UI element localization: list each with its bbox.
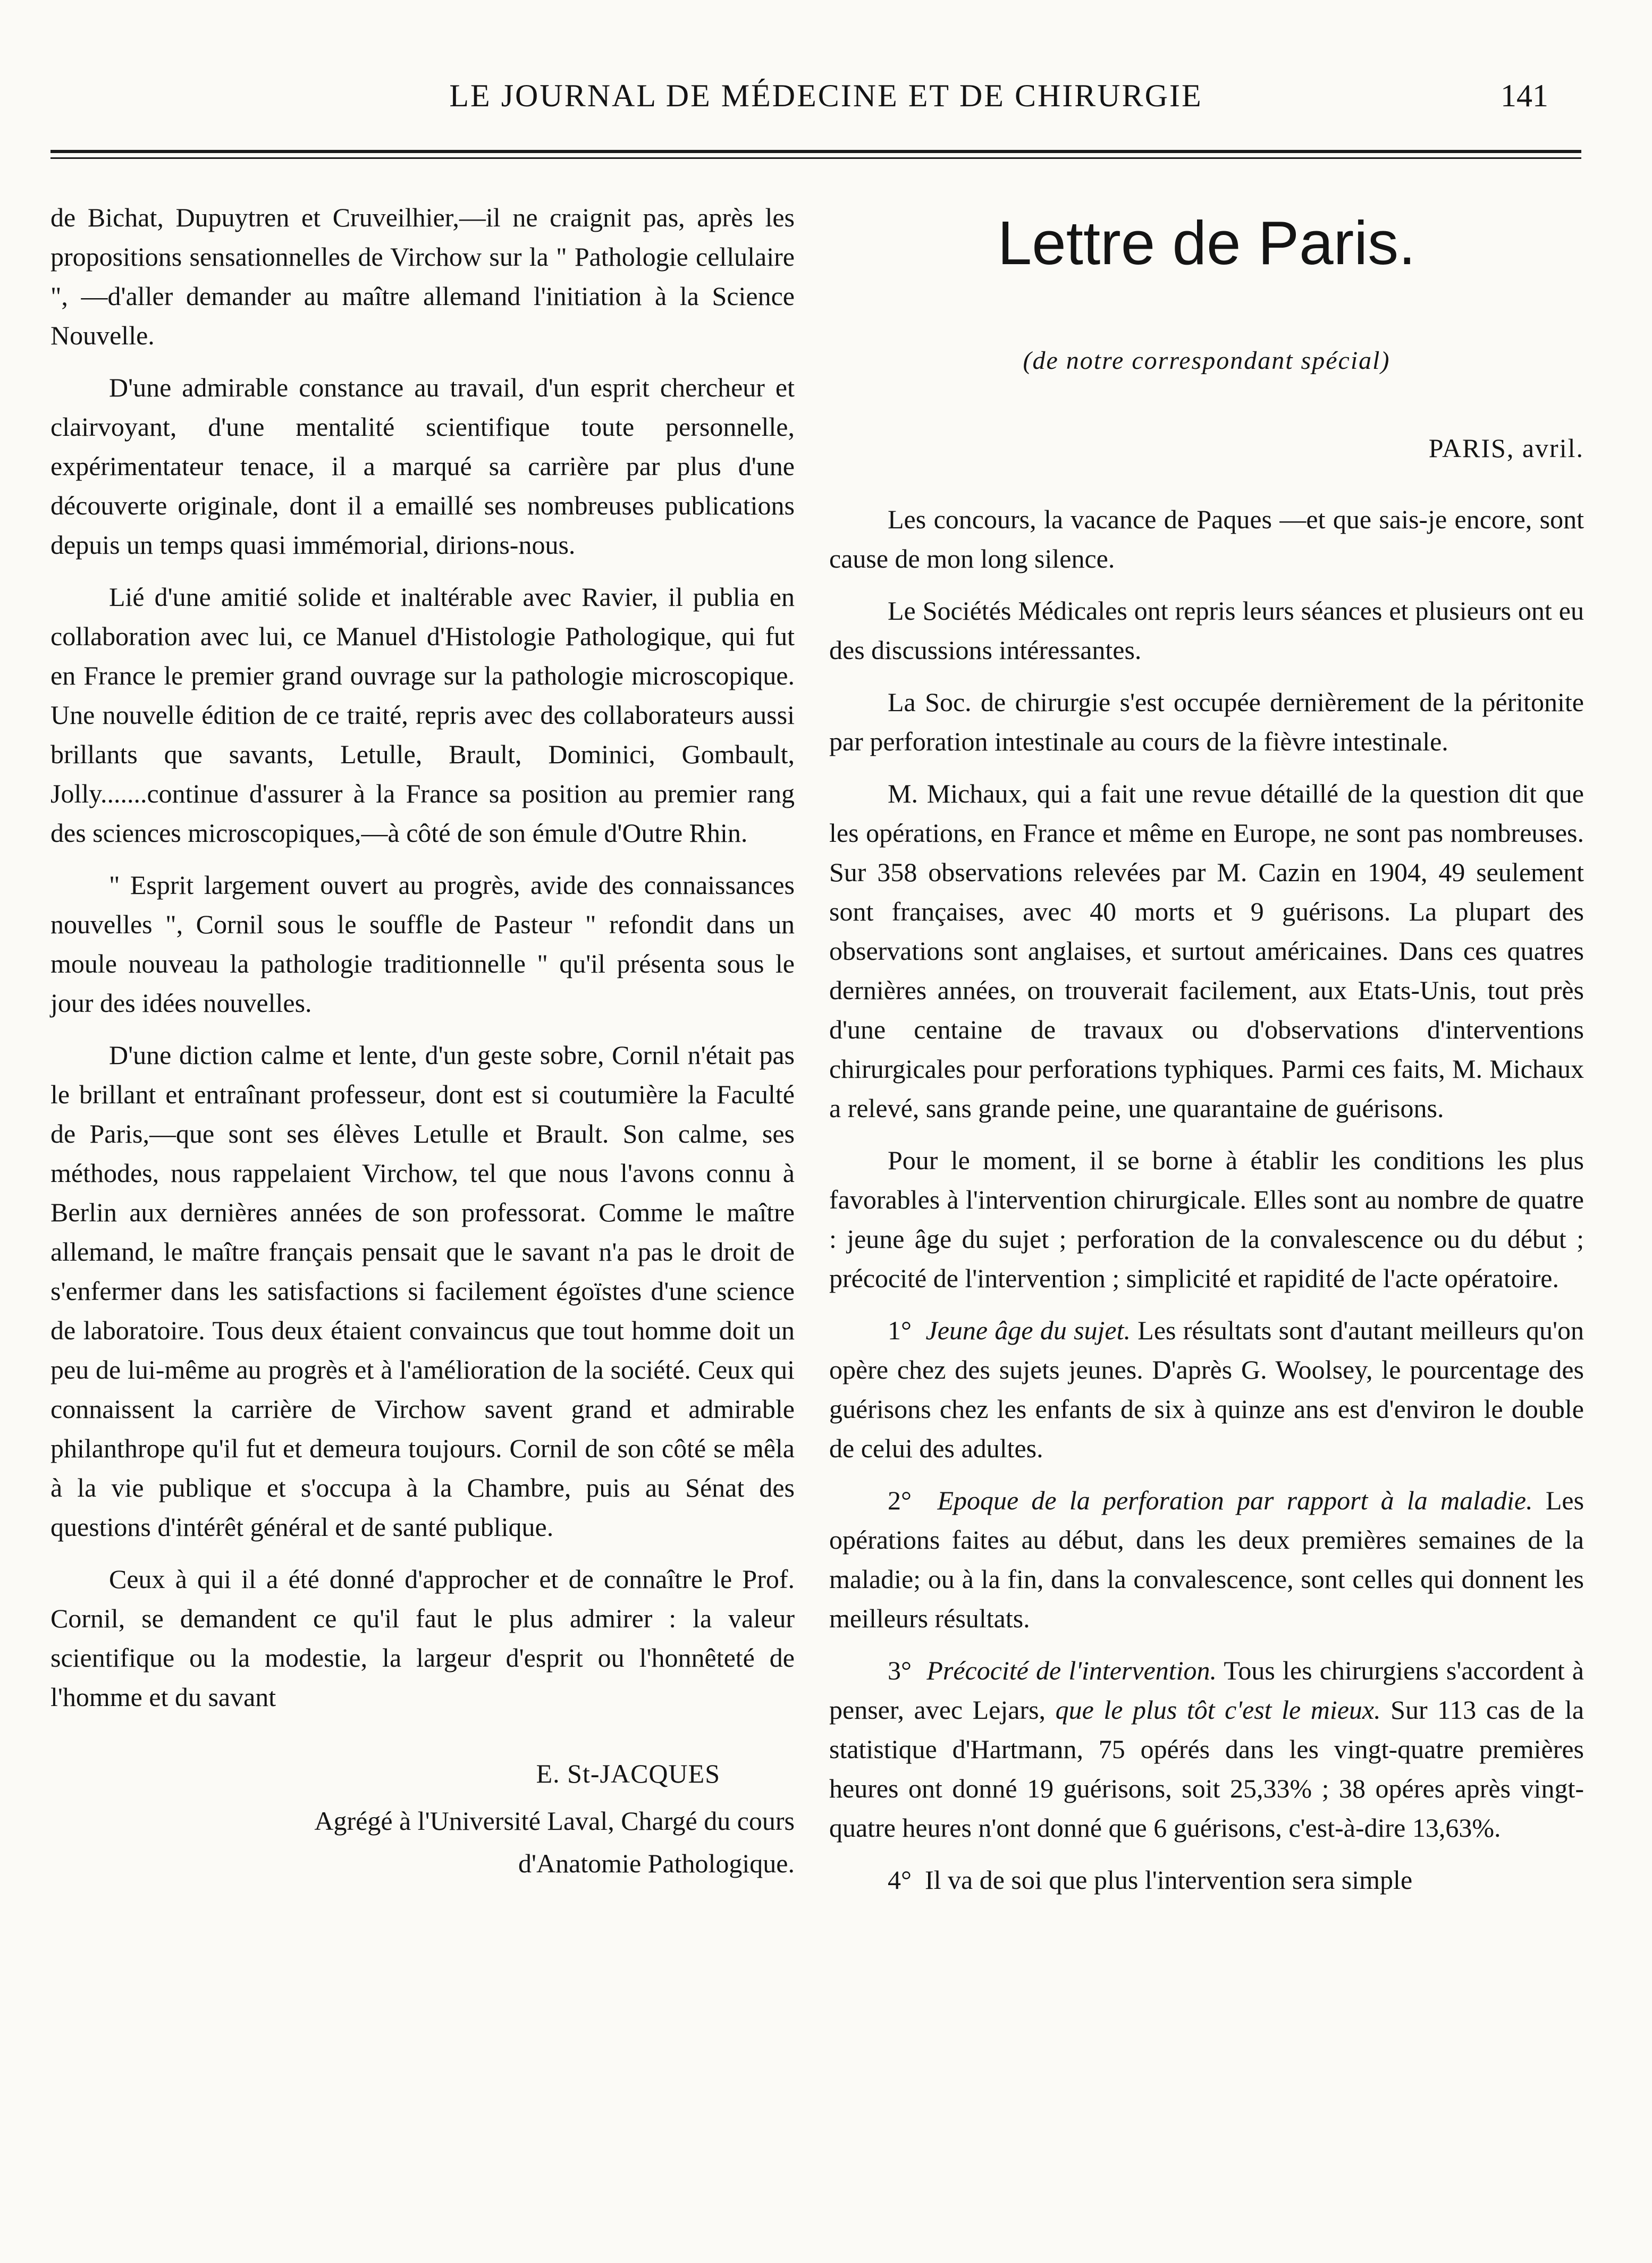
item-quote: que le plus tôt c'est le mieux.: [1055, 1695, 1381, 1725]
page-number: 141: [1501, 78, 1548, 113]
author-affiliation: [50, 1800, 795, 1885]
article-subtitle: (de notre correspondant spécial): [1023, 347, 1390, 375]
article-title: Lettre de Paris.: [997, 208, 1416, 277]
item-number: 2°: [888, 1485, 912, 1515]
item-text: Les résultats sont d'autant meilleurs qu'on opère chez des sujets jeunes. D'après G. Woolsey, le pourcentage des guérisons chez les enfants de six à quinze ans est d'environ le double de celui des adultes.: [829, 1315, 1584, 1463]
item-text: Il va de soi que plus l'intervention sera simple: [925, 1865, 1413, 1895]
paragraph: " Esprit largement ouvert au progrès, avide des connaissances nouvelles ", Cornil sous le souffle de Pasteur " refondit dans un moule nouveau la pathologie traditionnelle " qu'il présenta sous le jour des idées nouvelles.: [50, 870, 795, 1018]
header-rule: [50, 150, 1581, 153]
paragraph: Lié d'une amitié solide et inaltérable avec Ravier, il publia en collaboration avec lui, ce Manuel d'Histologie Pathologique, qui fut en France le premier grand ouvrage sur la pathologie microscopique. Une nouvelle édition de ce traité, repris avec des collaborateurs aussi brillants que savants, Letulle, Brault, Dominici, Gombault, Jolly.......continue d'assurer à la France sa position au premier rang des sciences microscopiques,—à côté de son émule d'Outre Rhin.: [50, 582, 795, 848]
paragraph: de Bichat, Dupuytren et Cruveilhier,—il ne craignit pas, après les propositions sensationnelles de Virchow sur la " Pathologie cellulaire ", —d'aller demander au maître allemand l'initiation à la Science Nouvelle.: [50, 202, 795, 350]
dateline: PARIS, avril.: [1428, 433, 1584, 463]
numbered-item: [829, 1311, 1584, 1468]
affiliation-line: Agrégé à l'Université Laval, Chargé du cours: [314, 1806, 795, 1836]
paragraph: Le Sociétés Médicales ont repris leurs séances et plusieurs ont eu des discussions intéressantes.: [829, 596, 1584, 665]
paragraph: Pour le moment, il se borne à établir les conditions les plus favorables à l'intervention chirurgicale. Elles sont au nombre de quatre : jeune âge du sujet ; perforation de la convalescence ou du début ; précocité de l'intervention ; simplicité et rapidité de l'acte opératoire.: [829, 1145, 1584, 1293]
item-number: 1°: [888, 1315, 912, 1345]
affiliation-line: d'Anatomie Pathologique.: [518, 1848, 795, 1878]
header-rule-thin: [50, 157, 1581, 159]
item-heading: Epoque de la perforation par rapport à la maladie.: [937, 1485, 1533, 1515]
numbered-item: [829, 1481, 1584, 1638]
paragraph: Les concours, la vacance de Paques —et que sais-je encore, sont cause de mon long silence.: [829, 504, 1584, 573]
right-column: [829, 198, 1584, 1912]
item-number: 3°: [888, 1656, 912, 1685]
numbered-item: [829, 1651, 1584, 1847]
numbered-item: [829, 1860, 1584, 1899]
left-column: [50, 198, 795, 1885]
paragraph: D'une admirable constance au travail, d'un esprit chercheur et clairvoyant, d'une mentalité scientifique toute personnelle, expérimentateur tenace, il a marqué sa carrière par plus d'une découverte originale, dont il a emaillé ses nombreuses publications depuis un temps quasi immémorial, dirions-nous.: [50, 373, 795, 560]
paragraph: La Soc. de chirurgie s'est occupée dernièrement de la péritonite par perforation intestinale au cours de la fièvre intestinale.: [829, 687, 1584, 756]
item-heading: Jeune âge du sujet.: [925, 1315, 1131, 1345]
author-signature: E. St-JACQUES: [536, 1759, 720, 1788]
item-text: Sur 113 cas de la statistique d'Hartmann, 75 opérés dans les vingt-quatre premières heures ont donné 19 guérisons, soit 25,33% ; 38 opéres après vingt-quatre heures n'ont donné que 6 guérisons, c'est-à-dire 13,63%.: [829, 1695, 1584, 1843]
item-heading: Précocité de l'intervention.: [926, 1656, 1217, 1685]
item-text: Les opérations faites au début, dans les deux premières semaines de la maladie; ou à la fin, dans la convalescence, sont celles qui donnent les meilleurs résultats.: [829, 1485, 1584, 1633]
paragraph: Ceux à qui il a été donné d'approcher et de connaître le Prof. Cornil, se demandent ce qu'il faut le plus admirer : la valeur scientifique ou la modestie, la largeur d'esprit ou l'honnêteté de l'homme et du savant: [50, 1564, 795, 1712]
item-number: 4°: [888, 1865, 912, 1895]
paragraph: D'une diction calme et lente, d'un geste sobre, Cornil n'était pas le brillant et entraînant professeur, dont est si coutumière la Faculté de Paris,—que sont ses élèves Letulle et Brault. Son calme, ses méthodes, nous rappelaient Virchow, tel que nous l'avons connu à Berlin aux dernières années de son professorat. Comme le maître allemand, le maître français pensait que le savant n'a pas le droit de s'enfermer dans les satisfactions si facilement égoïstes d'une science de laboratoire. Tous deux étaient convaincus que tout homme doit un peu de lui-même au progrès et à l'amélioration de la société. Ceux qui connaissent la carrière de Virchow savent grand et admirable philanthrope qu'il fut et demeura toujours. Cornil de son côté se mêla à la vie publique et s'occupa à la Chambre, puis au Sénat des questions d'intérêt général et de santé publique.: [50, 1040, 795, 1542]
item-text: Tous les chirurgiens s'accordent à penser, avec Lejars,: [829, 1656, 1584, 1725]
running-header: LE JOURNAL DE MÉDECINE ET DE CHIRURGIE: [449, 78, 1203, 113]
paragraph: M. Michaux, qui a fait une revue détaillé de la question dit que les opérations, en France et même en Europe, ne sont pas nombreuses. Sur 358 observations relevées par M. Cazin en 1904, 49 seulement sont françaises, avec 40 morts et 9 guérisons. La plupart des observations sont anglaises, et surtout américaines. Dans ces quatres dernières années, on trouverait facilement, aux Etats-Unis, tout près d'une centaine de travaux ou d'observations d'interventions chirurgicales pour perforations typhiques. Parmi ces faits, M. Michaux a relevé, sans grande peine, une quarantaine de guérisons.: [829, 779, 1584, 1123]
